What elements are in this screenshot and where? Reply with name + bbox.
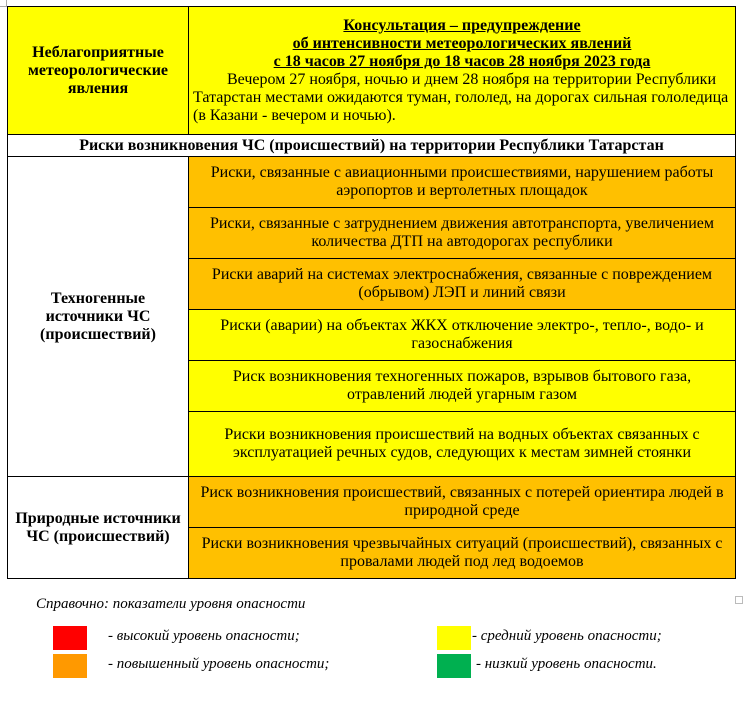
section-title-row — [8, 135, 736, 157]
header-body-text: Вечером 27 ноября, ночью и днем 28 ноября на территории Республики Татарстан местами ожидаются туман, гололед, на дорогах сильная гололедица (в Казани - вечером и ночью). — [193, 70, 729, 124]
risk-cell: Риски возникновения чрезвычайных ситуаций (происшествий), связанных с провалами людей под лед водоемов — [189, 528, 736, 579]
legend-swatch-elevated — [53, 654, 87, 678]
legend-swatch-low — [437, 654, 471, 678]
legend-label-high: - высокий уровень опасности; — [108, 628, 300, 644]
legend-title: Справочно: показатели уровня опасности — [36, 596, 306, 612]
risk-cell: Риск возникновения техногенных пожаров, взрывов бытового газа, отравлений людей угарным газом — [189, 361, 736, 412]
header-content — [189, 7, 736, 135]
risk-table — [7, 6, 736, 579]
group-label-technogenic: Техногенные источники ЧС (происшествий) — [8, 157, 189, 477]
header-title-line: Консультация – предупреждение — [343, 16, 581, 34]
legend-swatch-high — [53, 626, 87, 650]
risk-cell: Риски аварий на системах электроснабжения, связанные с повреждением (обрывом) ЛЭП и линий связи — [189, 259, 736, 310]
section-title: Риски возникновения ЧС (происшествий) на территории Республики Татарстан — [8, 135, 736, 157]
risk-cell: Риски (аварии) на объектах ЖКХ отключение электро-, тепло-, водо- и газоснабжения — [189, 310, 736, 361]
risk-cell: Риски, связанные с затруднением движения автотранспорта, увеличением количества ДТП на автодорогах республики — [189, 208, 736, 259]
legend-label-elevated: - повышенный уровень опасности; — [108, 656, 330, 672]
risk-cell: Риск возникновения происшествий, связанных с потерей ориентира людей в природной среде — [189, 477, 736, 528]
table-row — [8, 157, 736, 208]
header-body — [193, 71, 731, 125]
header-left-label: Неблагоприятные метеорологические явления — [8, 7, 189, 135]
risk-cell: Риски, связанные с авиационными происшествиями, нарушением работы аэропортов и вертолетных площадок — [189, 157, 736, 208]
header-title-line: с 18 часов 27 ноября до 18 часов 28 ноября 2023 года — [273, 52, 651, 70]
legend — [0, 596, 745, 706]
group-label-natural: Природные источники ЧС (происшествий) — [8, 477, 189, 579]
legend-label-low: - низкий уровень опасности. — [476, 656, 657, 672]
risk-cell: Риски возникновения происшествий на водных объектах связанных с эксплуатацией речных судов, следующих к местам зимней стоянки — [189, 412, 736, 477]
legend-label-medium: - средний уровень опасности; — [472, 628, 662, 644]
legend-swatch-medium — [437, 626, 471, 650]
header-row — [8, 7, 736, 135]
table-row — [8, 477, 736, 528]
corner-marker — [0, 0, 7, 7]
header-title-line: об интенсивности метеорологических явлений — [292, 34, 632, 52]
